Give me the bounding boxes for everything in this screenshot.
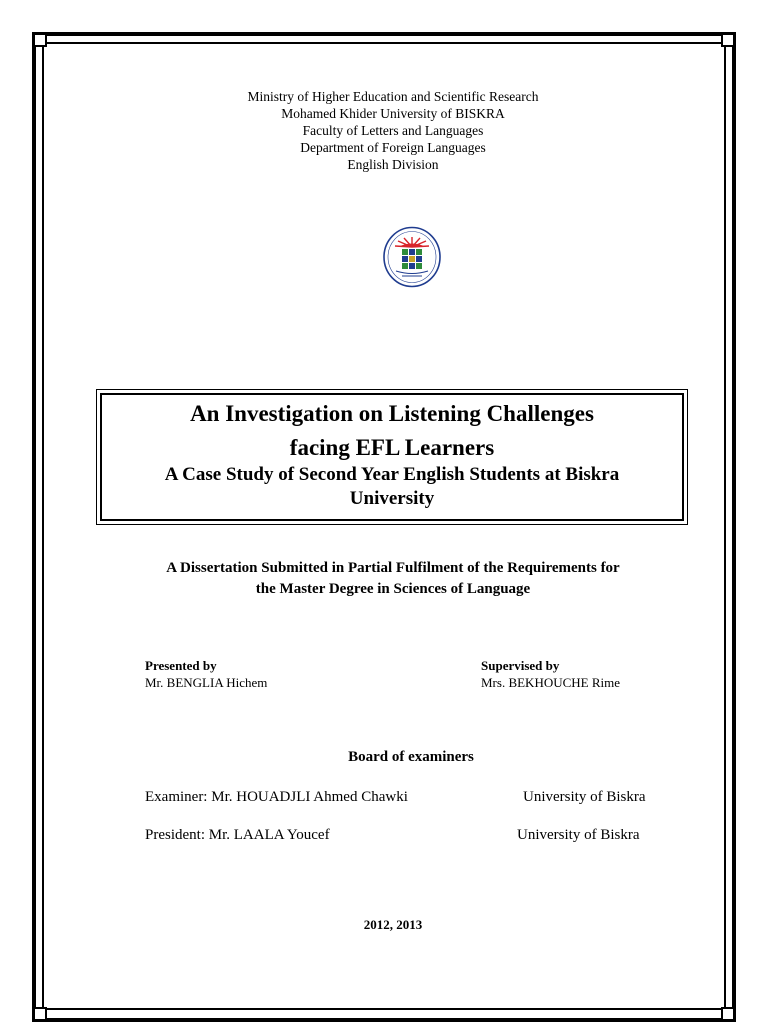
president-affiliation: University of Biskra — [517, 827, 640, 843]
dissertation-title-line-2: facing EFL Learners — [289, 435, 495, 460]
examiner-affiliation: University of Biskra — [523, 789, 646, 805]
ministry-line: Ministry of Higher Education and Scientific Research — [247, 89, 539, 104]
title-box — [100, 393, 684, 521]
department-line: Department of Foreign Languages — [300, 140, 486, 155]
border-corner-bottom-left — [33, 1007, 47, 1021]
dissertation-statement-line-2: the Master Degree in Sciences of Language — [255, 581, 531, 597]
border-corner-top-left — [33, 33, 47, 47]
dissertation-subtitle-line-1: A Case Study of Second Year English Students at Biskra — [164, 464, 620, 485]
faculty-line: Faculty of Letters and Languages — [302, 123, 484, 138]
border-corner-bottom-right — [721, 1007, 735, 1021]
supervised-by-label: Supervised by — [481, 658, 560, 673]
examiner-name: Examiner: Mr. HOUADJLI Ahmed Chawki — [145, 789, 408, 805]
dissertation-statement-line-1: A Dissertation Submitted in Partial Fulfilment of the Requirements for — [166, 560, 620, 576]
supervised-by-block — [481, 657, 620, 691]
presented-by-name: Mr. BENGLIA Hichem — [145, 675, 268, 690]
presented-by-block — [145, 657, 267, 691]
university-line: Mohamed Khider University of BISKRA — [281, 106, 505, 121]
dissertation-statement — [0, 558, 768, 600]
dissertation-subtitle-line-2: University — [349, 488, 435, 509]
dissertation-title-line-1: An Investigation on Listening Challenges — [190, 401, 594, 426]
university-seal-icon — [382, 226, 442, 288]
supervised-by-name: Mrs. BEKHOUCHE Rime — [481, 675, 621, 690]
institution-header — [0, 88, 768, 173]
presented-by-label: Presented by — [145, 658, 217, 673]
division-line: English Division — [347, 157, 439, 172]
academic-year: 2012, 2013 — [363, 917, 423, 932]
board-of-examiners-title: Board of examiners — [348, 749, 474, 765]
president-name: President: Mr. LAALA Youcef — [145, 827, 330, 843]
border-corner-top-right — [721, 33, 735, 47]
page-border-inner — [42, 42, 726, 1010]
